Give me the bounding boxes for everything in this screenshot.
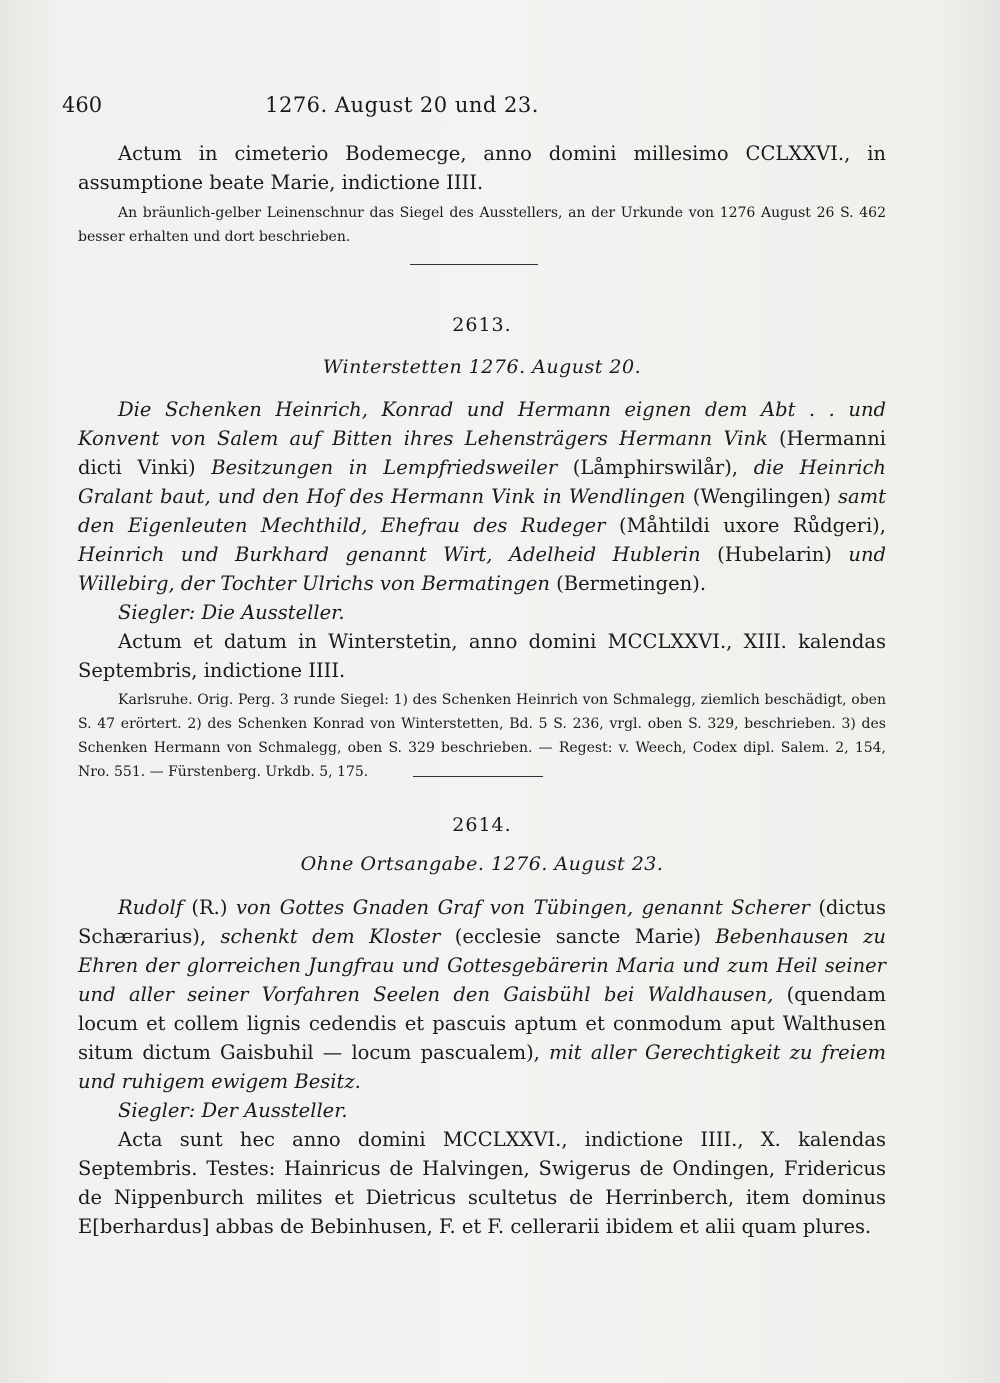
entry-summary-2614 bbox=[78, 893, 886, 1096]
summary-segment: (Wengilingen) bbox=[685, 485, 839, 508]
section-divider bbox=[413, 776, 543, 777]
summary-segment: (dictus Schærarius), bbox=[78, 896, 886, 948]
actum-paragraph: Actum in cimeterio Bodemecge, anno domini millesimo CCLXXVI., in assumptione beate Marie, indictione IIII. bbox=[78, 142, 886, 194]
summary-segment: Besitzungen in Lempfriedsweiler bbox=[211, 456, 558, 479]
summary-segment: (Måhtildi uxore Růdgeri), bbox=[605, 514, 886, 537]
summary-segment: Die Schenken Heinrich, Konrad und Hermann eignen dem Abt . . und Konvent von Salem auf Bitten ihres Lehensträgers Hermann Vink bbox=[78, 398, 886, 450]
entry-number-2613: 2613. bbox=[452, 314, 512, 336]
section-divider bbox=[410, 264, 538, 265]
summary-segment: Rudolf bbox=[118, 896, 183, 919]
siegler-2614: Siegler: Der Aussteller. bbox=[118, 1099, 348, 1122]
entry-place-date-2614: Ohne Ortsangabe. 1276. August 23. bbox=[300, 853, 664, 875]
entry-number-2614: 2614. bbox=[452, 814, 512, 836]
entry-2613-body bbox=[78, 395, 886, 784]
summary-segment: Heinrich und Burkhard genannt Wirt, Adelheid Hublerin bbox=[78, 543, 701, 566]
page-number: 460 bbox=[62, 93, 103, 117]
summary-segment: (Bermetingen). bbox=[549, 572, 707, 595]
summary-segment: und Willebirg, der Tochter Ulrichs von Bermatingen bbox=[78, 543, 886, 595]
page-header bbox=[62, 93, 942, 123]
summary-segment: (ecclesie sancte Marie) bbox=[440, 925, 716, 948]
summary-segment: von Gottes Gnaden Graf von Tübingen, genannt Scherer bbox=[235, 896, 810, 919]
acta-2614: Acta sunt hec anno domini MCCLXXVI., indictione IIII., X. kalendas Septembris. Testes: Hainricus de Halvingen, Swigerus de Ondingen, Fridericus de Nippenburch milites et Dietricus scultetus de Herrinberch, item dominus E[berhardus] abbas de Bebinhusen, F. et F. cellerarii ibidem et alii quam plures. bbox=[78, 1128, 886, 1238]
summary-segment: Bebenhausen zu Ehren der glorreichen Jungfrau und Gottesgebärerin Maria und zum Heil seiner und aller seiner Vorfahren Seelen den Gaisbühl bei Waldhausen, bbox=[78, 925, 886, 1006]
summary-segment: (Hermanni dicti Vinki) bbox=[78, 427, 886, 479]
seal-note: An bräunlich-gelber Leinenschnur das Siegel des Ausstellers, an der Urkunde von 1276 August 26 S. 462 besser erhalten und dort beschrieben. bbox=[78, 205, 886, 245]
summary-segment: schenkt dem Kloster bbox=[220, 925, 441, 948]
summary-segment: (R.) bbox=[182, 896, 236, 919]
summary-segment: (Hubelarin) bbox=[700, 543, 849, 566]
actum-2613: Actum et datum in Winterstetin, anno domini MCCLXXVI., XIII. kalendas Septembris, indictione IIII. bbox=[78, 630, 886, 682]
summary-segment: mit aller Gerechtigkeit zu freiem und ruhigem ewigem Besitz. bbox=[78, 1041, 886, 1093]
siegler-2613: Siegler: Die Aussteller. bbox=[118, 601, 345, 624]
summary-segment: (Låmphirswilår), bbox=[557, 456, 754, 479]
summary-segment: die Heinrich Gralant baut, und den Hof des Hermann Vink in Wendlingen bbox=[78, 456, 886, 508]
summary-segment: samt den Eigenleuten Mechthild, Ehefrau des Rudeger bbox=[78, 485, 886, 537]
entry-summary-2613 bbox=[78, 395, 886, 598]
entry-place-date-2613: Winterstetten 1276. August 20. bbox=[322, 356, 642, 378]
entry-2614-body bbox=[78, 893, 886, 1241]
previous-entry bbox=[78, 139, 886, 249]
archive-note-2613: Karlsruhe. Orig. Perg. 3 runde Siegel: 1) des Schenken Heinrich von Schmalegg, ziemlich beschädigt, oben S. 47 erörtert. 2) des Schenken Konrad von Winterstetten, Bd. 5 S. 236, vrgl. oben S. 329, beschrieben. 3) des Schenken Hermann von Schmalegg, oben S. 329 beschrieben. — Regest: v. Weech, Codex dipl. Salem. 2, 154, Nro. 551. — Fürstenberg. Urkdb. 5, 175. bbox=[78, 692, 886, 780]
summary-segment: (quendam locum et collem lignis cedendis et pascuis aptum et conmodum aput Walthusen situm dictum Gaisbuhil — locum pascualem), bbox=[78, 983, 887, 1064]
running-title: 1276. August 20 und 23. bbox=[265, 93, 539, 117]
